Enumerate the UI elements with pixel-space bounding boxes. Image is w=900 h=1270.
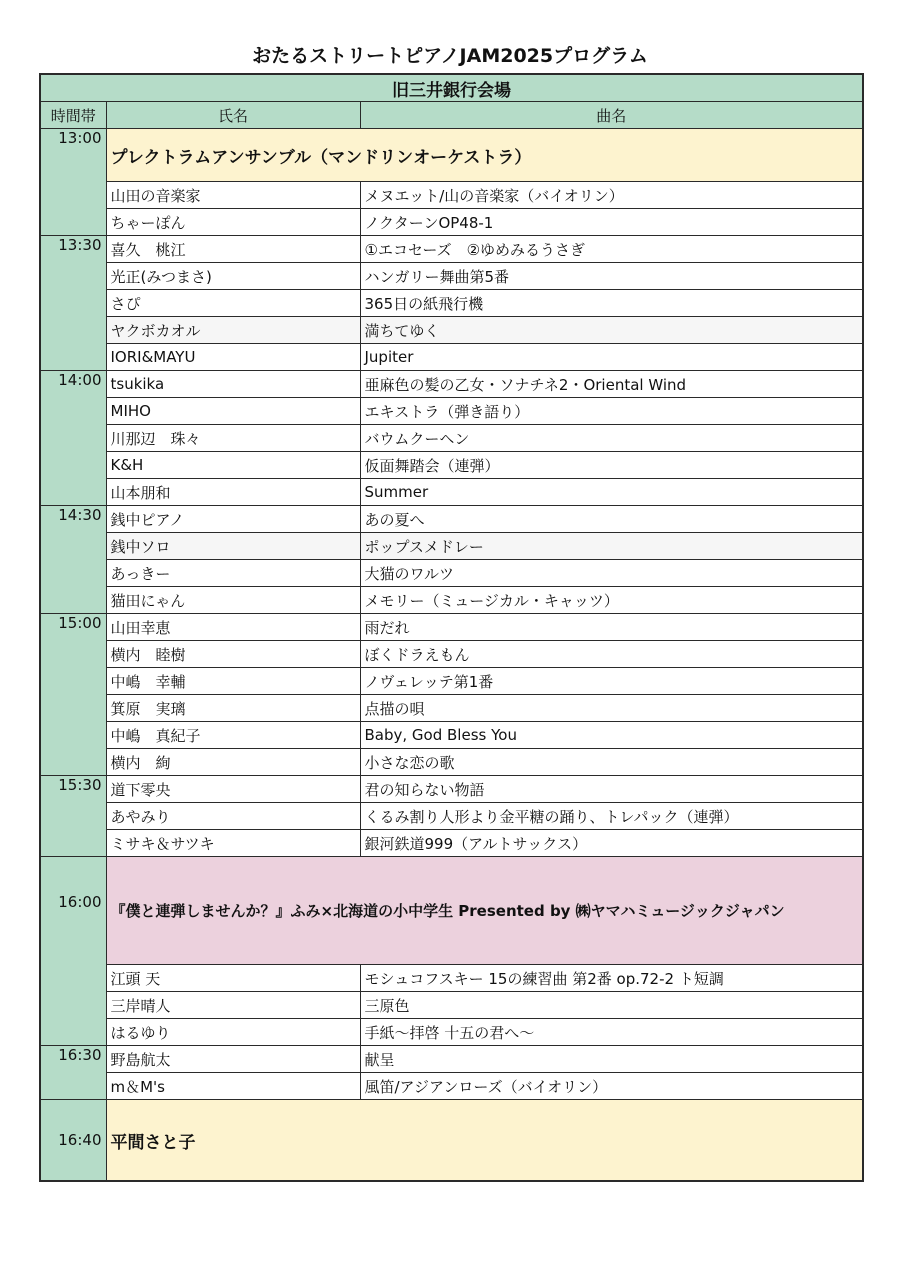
- time-slot: 15:00: [40, 614, 106, 776]
- special-row: [40, 1100, 863, 1182]
- performer-name: 箕原 実璃: [106, 695, 360, 722]
- performer-name: IORI&MAYU: [106, 344, 360, 371]
- performer-name: 銭中ピアノ: [106, 506, 360, 533]
- song-title: 手紙～拝啓 十五の君へ～: [360, 1019, 863, 1046]
- table-row: [40, 695, 863, 722]
- table-row: [40, 317, 863, 344]
- performer-name: 中嶋 真紀子: [106, 722, 360, 749]
- table-row: [40, 290, 863, 317]
- song-title: くるみ割り人形より金平糖の踊り、トレパック（連弾）: [360, 803, 863, 830]
- time-slot: 16:00: [40, 857, 106, 1046]
- venue-title: 旧三井銀行会場: [40, 74, 863, 102]
- performer-name: ミサキ＆サツキ: [106, 830, 360, 857]
- performer-name: ちゃーぽん: [106, 209, 360, 236]
- table-row: [40, 965, 863, 992]
- song-title: Jupiter: [360, 344, 863, 371]
- performer-name: さぴ: [106, 290, 360, 317]
- table-row: [40, 425, 863, 452]
- table-row: [40, 533, 863, 560]
- time-slot: 13:30: [40, 236, 106, 371]
- table-row: [40, 209, 863, 236]
- performer-name: あやみり: [106, 803, 360, 830]
- performer-name: 山田の音楽家: [106, 182, 360, 209]
- special-performer: 『僕と連弾しませんか？』ふみ×北海道の小中学生 Presented by ㈱ヤマハミュージックジャパン: [106, 857, 863, 965]
- song-title: ぼくドラえもん: [360, 641, 863, 668]
- table-row: [40, 236, 863, 263]
- table-row: [40, 1046, 863, 1073]
- song-title: 風笛/アジアンローズ（バイオリン）: [360, 1073, 863, 1100]
- song-title: バウムクーヘン: [360, 425, 863, 452]
- song-title: ノヴェレッテ第1番: [360, 668, 863, 695]
- song-title: 365日の紙飛行機: [360, 290, 863, 317]
- table-row: [40, 614, 863, 641]
- time-slot: 16:30: [40, 1046, 106, 1100]
- performer-name: 横内 睦樹: [106, 641, 360, 668]
- song-title: 三原色: [360, 992, 863, 1019]
- table-row: [40, 641, 863, 668]
- time-slot: 14:30: [40, 506, 106, 614]
- venue-row: [40, 74, 863, 102]
- performer-name: はるゆり: [106, 1019, 360, 1046]
- song-title: 亜麻色の髪の乙女・ソナチネ2・Oriental Wind: [360, 371, 863, 398]
- table-row: [40, 560, 863, 587]
- table-row: [40, 371, 863, 398]
- performer-name: 光正(みつまさ): [106, 263, 360, 290]
- performer-name: MIHO: [106, 398, 360, 425]
- table-row: [40, 344, 863, 371]
- table-row: [40, 749, 863, 776]
- song-title: 君の知らない物語: [360, 776, 863, 803]
- table-row: [40, 803, 863, 830]
- table-row: [40, 398, 863, 425]
- song-title: 銀河鉄道999（アルトサックス）: [360, 830, 863, 857]
- page-title: おたるストリートピアノJAM2025プログラム: [252, 45, 648, 67]
- special-performer: プレクトラムアンサンブル（マンドリンオーケストラ）: [106, 129, 863, 182]
- time-slot: 13:00: [40, 129, 106, 236]
- song-title: 満ちてゆく: [360, 317, 863, 344]
- performer-name: 山本朋和: [106, 479, 360, 506]
- song-title: ノクターンOP48-1: [360, 209, 863, 236]
- table-row: [40, 452, 863, 479]
- performer-name: 銭中ソロ: [106, 533, 360, 560]
- song-title: 大猫のワルツ: [360, 560, 863, 587]
- program-table: [39, 73, 864, 1182]
- time-slot: 16:40: [40, 1100, 106, 1182]
- table-row: [40, 1073, 863, 1100]
- special-row: [40, 857, 863, 965]
- performer-name: 喜久 桃江: [106, 236, 360, 263]
- performer-name: 山田幸恵: [106, 614, 360, 641]
- performer-name: 野島航太: [106, 1046, 360, 1073]
- song-title: Summer: [360, 479, 863, 506]
- song-title: 雨だれ: [360, 614, 863, 641]
- table-row: [40, 776, 863, 803]
- table-row: [40, 263, 863, 290]
- song-title: 仮面舞踏会（連弾）: [360, 452, 863, 479]
- song-title: 小さな恋の歌: [360, 749, 863, 776]
- performer-name: tsukika: [106, 371, 360, 398]
- table-row: [40, 722, 863, 749]
- song-title: ハンガリー舞曲第5番: [360, 263, 863, 290]
- header-name: 氏名: [106, 102, 360, 129]
- table-row: [40, 587, 863, 614]
- special-row: [40, 129, 863, 182]
- song-title: メヌエット/山の音楽家（バイオリン）: [360, 182, 863, 209]
- performer-name: 中嶋 幸輔: [106, 668, 360, 695]
- special-performer: 平間さと子: [106, 1100, 863, 1182]
- table-row: [40, 992, 863, 1019]
- time-slot: 14:00: [40, 371, 106, 506]
- song-title: メモリー（ミュージカル・キャッツ）: [360, 587, 863, 614]
- performer-name: 猫田にゃん: [106, 587, 360, 614]
- song-title: ポップスメドレー: [360, 533, 863, 560]
- song-title: 献呈: [360, 1046, 863, 1073]
- performer-name: あっきー: [106, 560, 360, 587]
- song-title: モシュコフスキー 15の練習曲 第2番 op.72-2 ト短調: [360, 965, 863, 992]
- song-title: ①エコセーズ ②ゆめみるうさぎ: [360, 236, 863, 263]
- table-row: [40, 668, 863, 695]
- header-time: 時間帯: [40, 102, 106, 129]
- performer-name: 道下零央: [106, 776, 360, 803]
- table-row: [40, 182, 863, 209]
- performer-name: 川那辺 珠々: [106, 425, 360, 452]
- performer-name: K&H: [106, 452, 360, 479]
- performer-name: 三岸晴人: [106, 992, 360, 1019]
- header-row: [40, 102, 863, 129]
- table-row: [40, 479, 863, 506]
- performer-name: ヤクボカオル: [106, 317, 360, 344]
- header-song: 曲名: [360, 102, 863, 129]
- song-title: エキストラ（弾き語り）: [360, 398, 863, 425]
- performer-name: 横内 絢: [106, 749, 360, 776]
- song-title: 点描の唄: [360, 695, 863, 722]
- song-title: あの夏へ: [360, 506, 863, 533]
- song-title: Baby, God Bless You: [360, 722, 863, 749]
- time-slot: 15:30: [40, 776, 106, 857]
- table-row: [40, 1019, 863, 1046]
- table-row: [40, 506, 863, 533]
- performer-name: m＆M's: [106, 1073, 360, 1100]
- table-row: [40, 830, 863, 857]
- performer-name: 江頭 天: [106, 965, 360, 992]
